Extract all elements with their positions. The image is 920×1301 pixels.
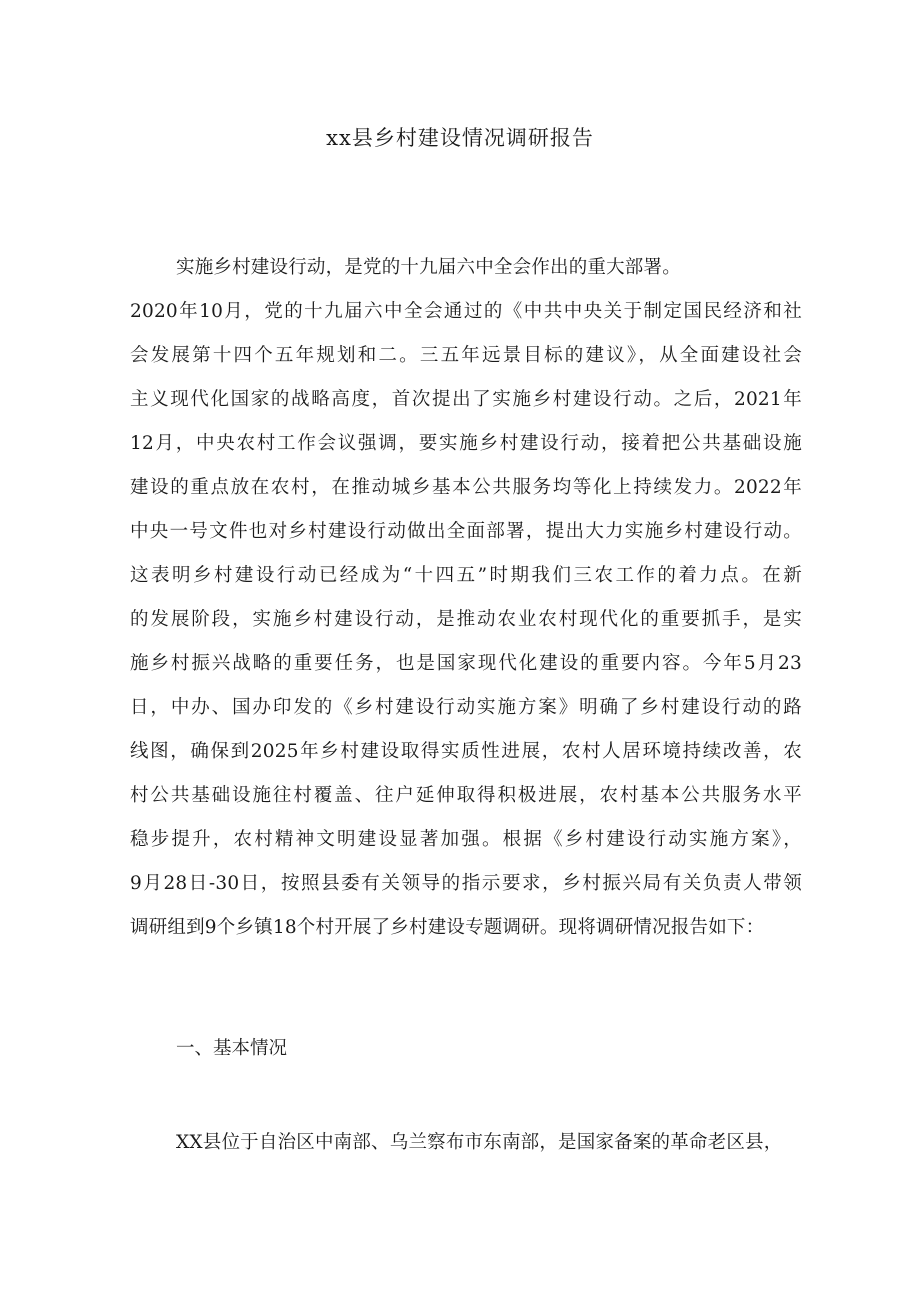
paragraph-line: 中央一号文件也对乡村建设行动做出全面部署，提出大力实施乡村建设行动。: [130, 521, 802, 542]
paragraph-line: 这表明乡村建设行动已经成为“十四五”时期我们三农工作的着力点。在新: [130, 565, 802, 586]
paragraph-line: 9月28日-30日，按照县委有关领导的指示要求，乡村振兴局有关负责人带领: [130, 873, 802, 894]
paragraph-line: 会发展第十四个五年规划和二。三五年远景目标的建议》，从全面建设社会: [130, 345, 802, 366]
paragraph-line: 施乡村振兴战略的重要任务，也是国家现代化建设的重要内容。今年5月23: [130, 653, 802, 674]
paragraph-line: 主义现代化国家的战略高度，首次提出了实施乡村建设行动。之后，2021年: [130, 389, 802, 410]
paragraph-line: 日，中办、国办印发的《乡村建设行动实施方案》明确了乡村建设行动的路: [130, 697, 802, 718]
paragraph-line: 村公共基础设施往村覆盖、往户延伸取得积极进展，农村基本公共服务水平: [130, 785, 802, 806]
paragraph-line: XX县位于自治区中南部、乌兰察布市东南部，是国家备案的革命老区县，: [176, 1132, 783, 1153]
paragraph-line: 稳步提升，农村精神文明建设显著加强。根据《乡村建设行动实施方案》，: [130, 829, 802, 850]
paragraph-line: 调研组到9个乡镇18个村开展了乡村建设专题调研。现将调研情况报告如下：: [130, 917, 765, 938]
paragraph-line: 12月，中央农村工作会议强调，要实施乡村建设行动，接着把公共基础设施: [130, 433, 802, 454]
paragraph-line: 建设的重点放在农村，在推动城乡基本公共服务均等化上持续发力。2022年: [130, 477, 802, 498]
paragraph-line: 2020年10月，党的十九届六中全会通过的《中共中央关于制定国民经济和社: [130, 301, 802, 322]
paragraph-line: 线图，确保到2025年乡村建设取得实质性进展，农村人居环境持续改善，农: [130, 741, 802, 762]
document-title: xx县乡村建设情况调研报告: [326, 126, 594, 150]
paragraph-line: 实施乡村建设行动，是党的十九届六中全会作出的重大部署。: [176, 257, 681, 278]
section-heading: 一、基本情况: [176, 1038, 288, 1059]
paragraph-line: 的发展阶段，实施乡村建设行动，是推动农业农村现代化的重要抓手，是实: [130, 609, 802, 630]
